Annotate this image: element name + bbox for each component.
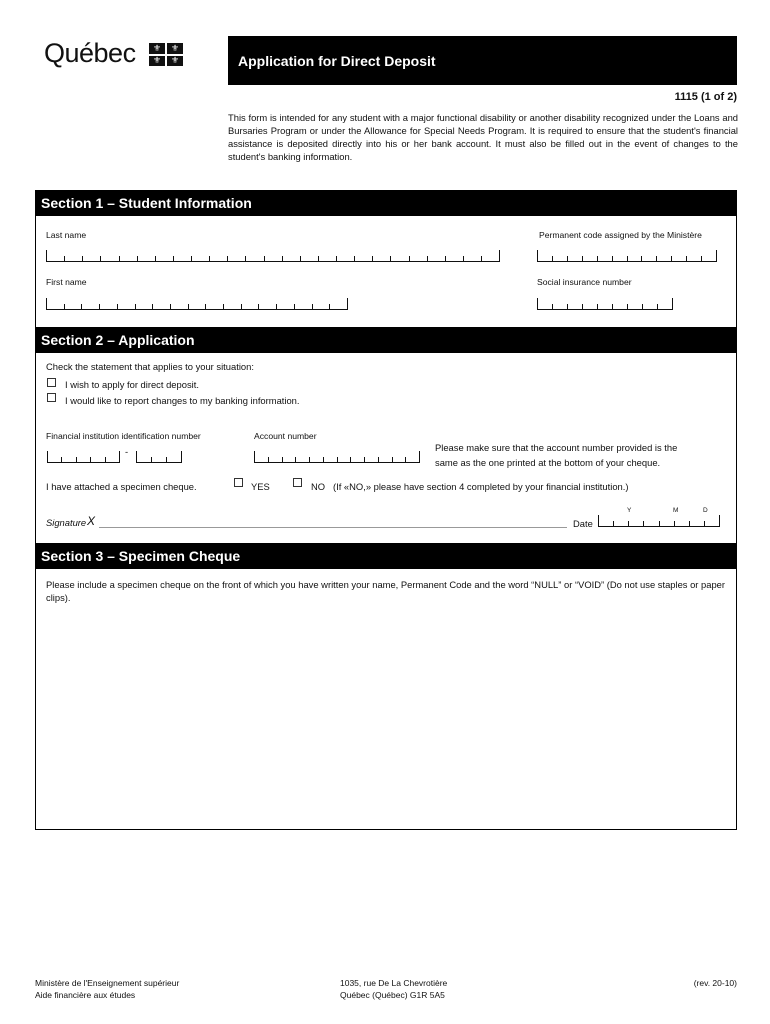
section1-header (35, 190, 737, 216)
ministry-line1: Ministère de l'Enseignement supérieur (35, 978, 180, 988)
form-title: Application for Direct Deposit (238, 53, 436, 69)
section2-instruction: Check the statement that applies to your situation: (46, 361, 254, 372)
date-month-label: M (673, 507, 679, 514)
attached-cheque-label: I have attached a specimen cheque. (46, 481, 197, 492)
yes-checkbox[interactable] (234, 478, 243, 487)
section1-title: Section 1 – Student Information (41, 195, 252, 211)
yes-label: YES (251, 481, 270, 492)
quebec-logo: Québec (44, 38, 136, 68)
account-note-line1: Please make sure that the account number provided is the (435, 442, 678, 453)
sin-field[interactable] (537, 298, 673, 310)
account-number-field[interactable] (254, 451, 420, 463)
section3-text: Please include a specimen cheque on the front of which you have written your name, Permanent Code and the word “NULL” or “VOID” (Do not use staples or paper clips). (46, 579, 726, 603)
no-note: (If «NO,» please have section 4 completed by your financial institution.) (333, 481, 629, 492)
signature-x: X (87, 514, 96, 528)
date-year-label: Y (627, 507, 632, 514)
report-changes-label: I would like to report changes to my banking information. (65, 395, 300, 406)
first-name-label: First name (46, 277, 87, 287)
section2-header (35, 327, 737, 353)
sin-label: Social insurance number (537, 277, 632, 287)
fin-id-dash: - (125, 446, 129, 457)
address-line1: 1035, rue De La Chevrotière (340, 978, 448, 988)
transit-number-field[interactable] (47, 451, 120, 463)
footer-ministry (35, 977, 179, 1001)
section3-header (35, 543, 737, 569)
last-name-field[interactable] (46, 250, 500, 262)
form-title-bar (228, 36, 737, 85)
date-day-label: D (703, 507, 708, 514)
permanent-code-label: Permanent code assigned by the Ministère (539, 230, 702, 240)
permanent-code-field[interactable] (537, 250, 717, 262)
apply-direct-deposit-checkbox[interactable] (47, 378, 56, 387)
account-note-line2: same as the one printed at the bottom of your cheque. (435, 457, 661, 468)
ministry-line2: Aide financière aux études (35, 990, 136, 1000)
section3-title: Section 3 – Specimen Cheque (41, 548, 241, 564)
date-field[interactable] (598, 515, 720, 527)
last-name-label: Last name (46, 230, 87, 240)
no-checkbox[interactable] (293, 478, 302, 487)
fin-id-label: Financial institution identification number (46, 431, 201, 441)
section2-title: Section 2 – Application (41, 332, 195, 348)
signature-label: Signature (46, 517, 87, 528)
apply-direct-deposit-label: I wish to apply for direct deposit. (65, 379, 199, 390)
footer-address (340, 977, 447, 1001)
date-label: Date (573, 518, 593, 529)
signature-line[interactable] (99, 527, 567, 528)
account-number-label: Account number (254, 431, 317, 441)
intro-text: This form is intended for any student with a major functional disability or another disability recognized under the Loans and Bursaries Program or under the Allowance for Special Needs Program. It is required to ensure that the student's financial assistance is deposited directly into his or her bank account. It must also be filled out in the event of changes to the student's banking information. (228, 112, 738, 162)
fleur-de-lis-flag-icon: ⚜ ⚜ ⚜ ⚜ (149, 43, 183, 66)
no-label: NO (311, 481, 326, 492)
institution-number-field[interactable] (136, 451, 182, 463)
form-number: 1115 (1 of 2) (674, 91, 737, 103)
first-name-field[interactable] (46, 298, 348, 310)
address-line2: Québec (Québec) G1R 5A5 (340, 990, 445, 1000)
report-changes-checkbox[interactable] (47, 393, 56, 402)
revision-number: (rev. 20-10) (693, 978, 737, 988)
